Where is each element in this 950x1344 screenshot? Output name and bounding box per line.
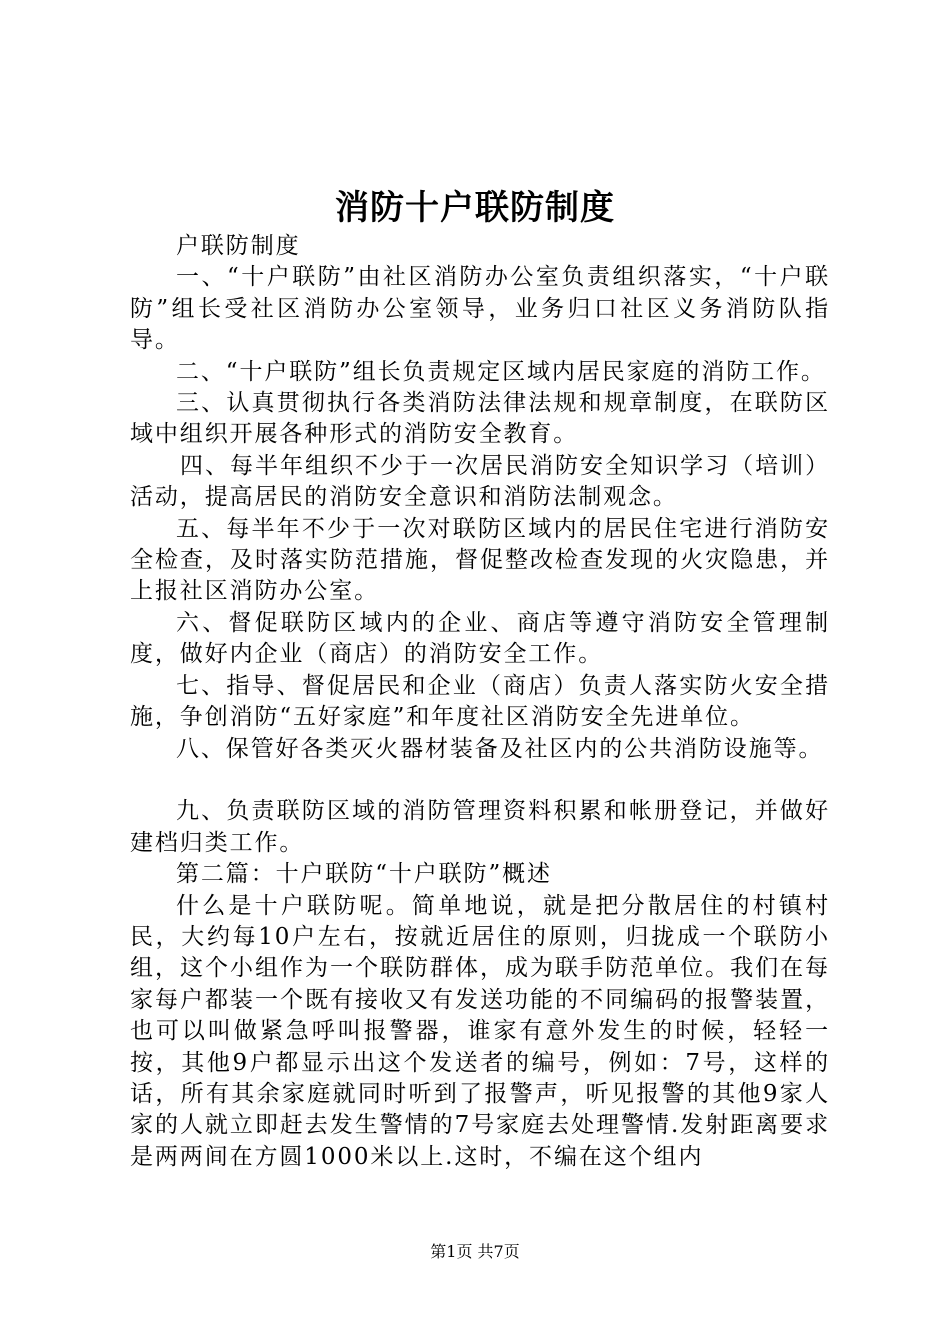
document-body (130, 231, 830, 1173)
paragraph-overview: 什么是十户联防呢。简单地说，就是把分散居住的村镇村民，大约每10户左右，按就近居住的原则，归拢成一个联防小组，这个小组作为一个联防群体，成为联手防范单位。我们在每家每户都装一个既有接收又有发送功能的不同编码的报警装置，也可以叫做紧急呼叫报警器，谁家有意外发生的时候，轻轻一按，其他9户都显示出这个发送者的编号，例如：7号，这样的话，所有其余家庭就同时听到了报警声，听见报警的其他9家人家的人就立即赶去发生警情的7号家庭去处理警情.发射距离要求是两两间在方圆1000米以上.这时，不编在这个组内 (130, 892, 830, 1170)
paragraph-item-4: 四、每半年组织不少于一次居民消防安全知识学习（培训）活动，提高居民的消防安全意识和消防法制观念。 (130, 452, 830, 511)
paragraph-item-3: 三、认真贯彻执行各类消防法律法规和规章制度，在联防区域中组织开展各种形式的消防安全教育。 (130, 390, 830, 448)
paragraph-item-7: 七、指导、督促居民和企业（商店）负责人落实防火安全措施，争创消防“五好家庭”和年度社区消防安全先进单位。 (130, 672, 830, 731)
paragraph-item-6: 六、督促联防区域内的企业、商店等遵守消防安全管理制度，做好内企业（商店）的消防安全工作。 (130, 609, 830, 668)
paragraph-subtitle: 户联防制度 (176, 233, 301, 259)
paragraph-item-5: 五、每半年不少于一次对联防区域内的居民住宅进行消防安全检查，及时落实防范措施，督促整改检查发现的火灾隐患，并上报社区消防办公室。 (130, 515, 830, 605)
document-title: 消防十户联防制度 (335, 188, 615, 228)
paragraph-item-9: 九、负责联防区域的消防管理资料积累和帐册登记，并做好建档归类工作。 (130, 798, 830, 856)
section-heading: 第二篇：十户联防“十户联防”概述 (176, 861, 552, 888)
page-footer: 第1页 共7页 (430, 1242, 520, 1261)
blank-line (130, 765, 830, 796)
paragraph-item-8: 八、保管好各类灭火器材装备及社区内的公共消防设施等。 (176, 735, 824, 762)
paragraph-item-2: 二、“十户联防”组长负责规定区域内居民家庭的消防工作。 (176, 358, 826, 385)
paragraph-item-1: 一、“十户联防”由社区消防办公室负责组织落实，“十户联防”组长受社区消防办公室领导，业务归口社区义务消防队指导。 (130, 264, 830, 354)
